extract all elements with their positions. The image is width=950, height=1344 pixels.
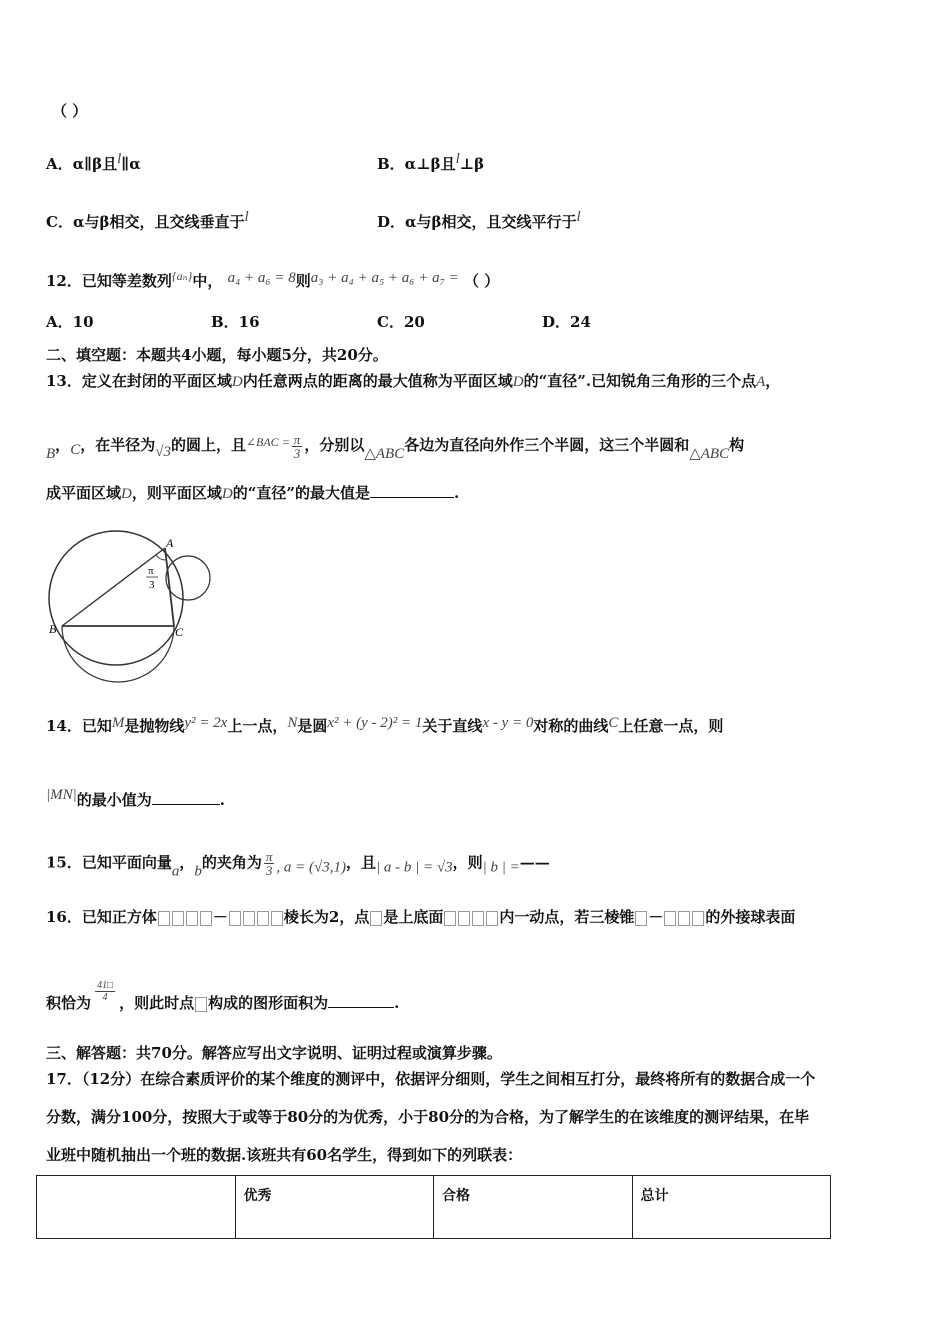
q13-answer-blank[interactable] <box>370 483 454 498</box>
q16-answer-blank[interactable] <box>328 993 394 1008</box>
q15-line: 15．已知平面向量a，b的夹角为 $\frac{\pi}{3}$ , a = (√3,1)，且| a - b | = √3，则| b | =—— <box>46 849 550 880</box>
label-pi: π <box>148 565 154 577</box>
q11-option-c: C．α与β相交，且交线垂直于$^l$ <box>46 209 249 231</box>
q12-choice-d: D．24 <box>542 313 591 331</box>
section-2-heading: 二、填空题：本题共4小题，每小题5分，共20分。 <box>46 346 388 364</box>
q11-option-d: D．α与β相交，且交线平行于$^l$ <box>377 209 581 231</box>
section-3-heading: 三、解答题：共70分。解答应写出文字说明、证明过程或演算步骤。 <box>46 1044 502 1062</box>
q17-line1: 17．（12分）在综合素质评价的某个维度的测评中，依据评分细则，学生之间相互打分，最终将所有的数据合成一个 <box>46 1070 816 1088</box>
q12-stem: 12．已知等差数列$^{\{a_n\}}$中， a₄ + a₆ = 8则a₃ + a₄ + a₅ + a₆ + a₇ = （ ） <box>46 269 500 290</box>
q17-line2: 分数，满分100分，按照大于或等于80分的为优秀，小于80分的为合格，为了解学生的在该维度的测评结果，在毕 <box>46 1108 810 1126</box>
label-b: B <box>49 622 57 636</box>
contingency-table <box>36 1175 831 1239</box>
semicircle-ac <box>166 556 210 600</box>
q13-line3: 成平面区域D，则平面区域D的“直径”的最大值是 . <box>46 484 460 502</box>
table-header-row <box>37 1176 831 1239</box>
table-header-cell: 总计 <box>632 1176 831 1239</box>
q17-line3: 业班中随机抽出一个班的数据.该班共有60名学生，得到如下的列联表： <box>46 1146 523 1164</box>
label-a: A <box>166 536 174 550</box>
table-header-cell: 优秀 <box>235 1176 434 1239</box>
circumcircle <box>49 531 183 665</box>
q11-option-a: A．α∥β且$^l$∥α <box>46 151 141 173</box>
segment-ac <box>165 548 174 626</box>
table-header-cell <box>37 1176 236 1239</box>
q12-choice-c: C．20 <box>377 313 425 331</box>
q16-line2: 积恰为 $\frac{41□}{4}$ ，则此时点 构成的图形面积为 . <box>46 980 400 1012</box>
label-c: C <box>175 625 184 639</box>
q14-line2: |MN|的最小值为 . <box>46 787 225 809</box>
q11-option-b: B．α⊥β且$^l$⊥β <box>377 151 485 173</box>
label-three: 3 <box>149 579 155 591</box>
q12-choice-b: B．16 <box>211 313 260 331</box>
q14-answer-blank[interactable] <box>152 790 220 805</box>
q13-line1: 13．定义在封闭的平面区域D内任意两点的距离的最大值称为平面区域D的“直径”.已知锐角三角形的三个点A， <box>46 372 781 390</box>
table-header-cell: 合格 <box>434 1176 633 1239</box>
q14-line1: 14．已知M是抛物线y² = 2x上一点，N是圆x² + (y - 2)² = 1关于直线x - y = 0对称的曲线C上任意一点，则 <box>46 715 724 735</box>
q12-choice-a: A．10 <box>46 313 94 331</box>
q13-figure <box>44 518 214 683</box>
q11-paren: （ ） <box>52 102 88 120</box>
q16-line1: 16．已知正方体 － 棱长为2，点 是上底面 内一动点，若三棱锥 － 的外接球表面 <box>46 908 796 926</box>
angle-arc <box>156 555 166 560</box>
q13-line2: B，C，在半径为√3的圆上，且$^{\angle BAC =}$ $\frac{\pi}{3}$ ，分别以△ABC各边为直径向外作三个半圆，这三个半圆和△ABC构 <box>46 431 745 462</box>
